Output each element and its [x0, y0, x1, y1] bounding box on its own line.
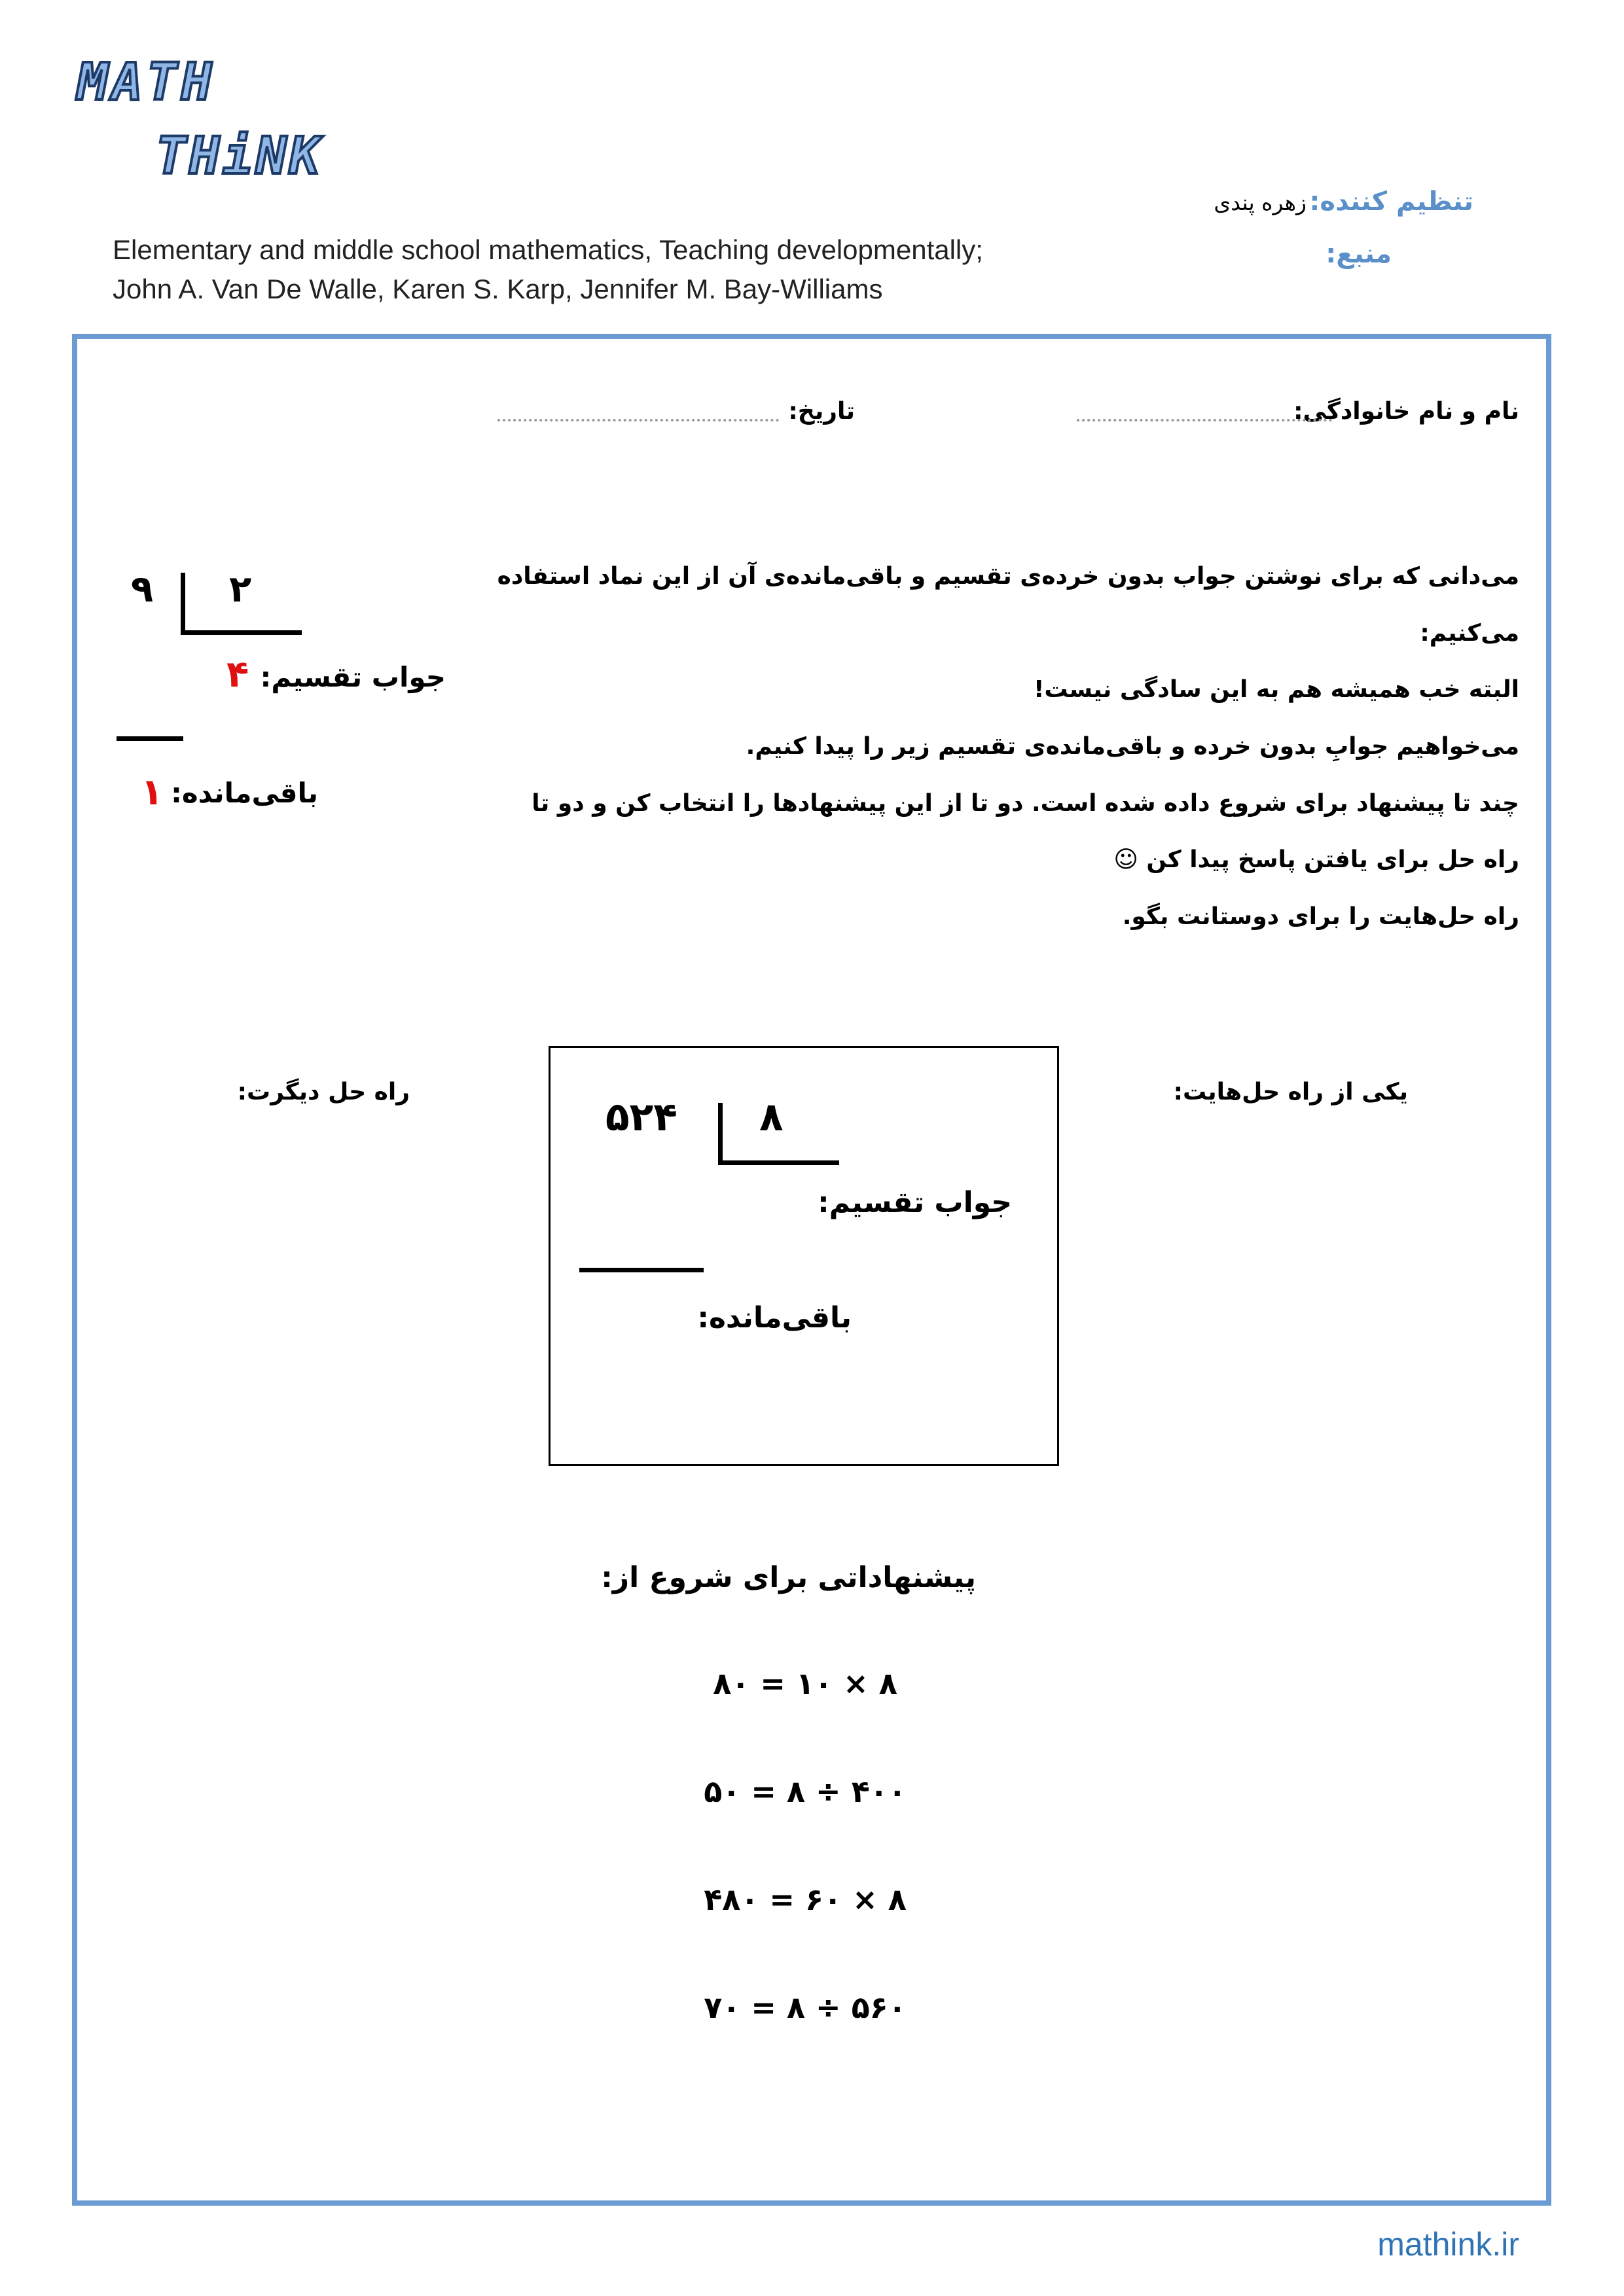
example-remainder-value: ۱	[141, 771, 164, 814]
example-remainder-label: باقی‌مانده:	[171, 777, 318, 809]
intro-line-5: چند تا پیشنهاد برای شروع داده شده است. دو تا از این پیشنهادها را انتخاب کن و دو تا	[532, 790, 1519, 817]
problem-division-horizontal-bar	[718, 1160, 839, 1165]
organizer-label: تنظیم کننده:	[1309, 187, 1473, 217]
source-line-2: John A. Van De Walle, Karen S. Karp, Jennifer M. Bay-Williams	[113, 274, 883, 304]
example-division-horizontal-bar	[181, 630, 302, 635]
intro-line-7: راه حل‌هایت را برای دوستانت بگو.	[1122, 903, 1519, 930]
suggestion-equation-2: ۴۰۰ ÷ ۸ = ۵۰	[704, 1774, 907, 1809]
intro-line-1: می‌دانی که برای نوشتن جواب بدون خرده‌ی تقسیم و باقی‌مانده‌ی آن از این نماد استفاده	[497, 563, 1519, 590]
problem-division-vertical-bar	[718, 1103, 723, 1165]
example-quotient-value: ۴	[226, 653, 249, 696]
example-divisor: ۲	[229, 568, 252, 611]
example-dividend: ۹	[131, 568, 154, 611]
organizer-name: زهره پندی	[1214, 190, 1307, 215]
suggestion-equation-4: ۵۶۰ ÷ ۸ = ۷۰	[704, 1990, 907, 2025]
one-solution-label: یکی از راه حل‌هایت:	[1173, 1079, 1408, 1105]
intro-line-3: البته خب همیشه هم به این سادگی نیست!	[1033, 676, 1519, 703]
intro-line-2: می‌کنیم:	[1420, 620, 1519, 647]
suggestion-equation-3: ۸ × ۶۰ = ۴۸۰	[704, 1882, 907, 1917]
intro-line-4: می‌خواهیم جوابِ بدون خرده و باقی‌مانده‌ی تقسیم زیر را پیدا کنیم.	[746, 733, 1519, 760]
problem-dividend: ۵۲۴	[605, 1094, 677, 1140]
intro-line-6: راه حل برای یافتن پاسخ پیدا کن ☺	[1113, 846, 1519, 873]
suggestions-title: پیشنهاداتی برای شروع از:	[601, 1561, 976, 1594]
problem-quotient-label: جواب تقسیم:	[818, 1186, 1012, 1219]
problem-divisor: ۸	[759, 1094, 784, 1140]
another-solution-label: راه حل دیگرت:	[237, 1079, 410, 1105]
source-line-1: Elementary and middle school mathematics, Teaching developmentally;	[113, 234, 983, 265]
example-subtraction-bar	[117, 736, 183, 741]
problem-subtraction-bar	[579, 1268, 704, 1272]
problem-remainder-label: باقی‌مانده:	[697, 1301, 852, 1335]
date-label: تاریخ:	[788, 398, 855, 425]
name-label: نام و نام خانوادگی:	[1293, 398, 1519, 425]
logo-line2: THiNK	[156, 127, 323, 183]
example-quotient-label: جواب تقسیم:	[260, 661, 446, 693]
name-field[interactable]	[1077, 419, 1332, 422]
logo-line1: MATH	[77, 53, 216, 112]
mathink-logo	[72, 46, 334, 183]
footer-url: mathink.ir	[1377, 2226, 1519, 2263]
date-field[interactable]	[497, 419, 779, 422]
suggestion-equation-1: ۸ × ۱۰ = ۸۰	[713, 1666, 897, 1701]
source-label: منبع:	[1326, 239, 1392, 269]
example-division-vertical-bar	[181, 573, 185, 635]
